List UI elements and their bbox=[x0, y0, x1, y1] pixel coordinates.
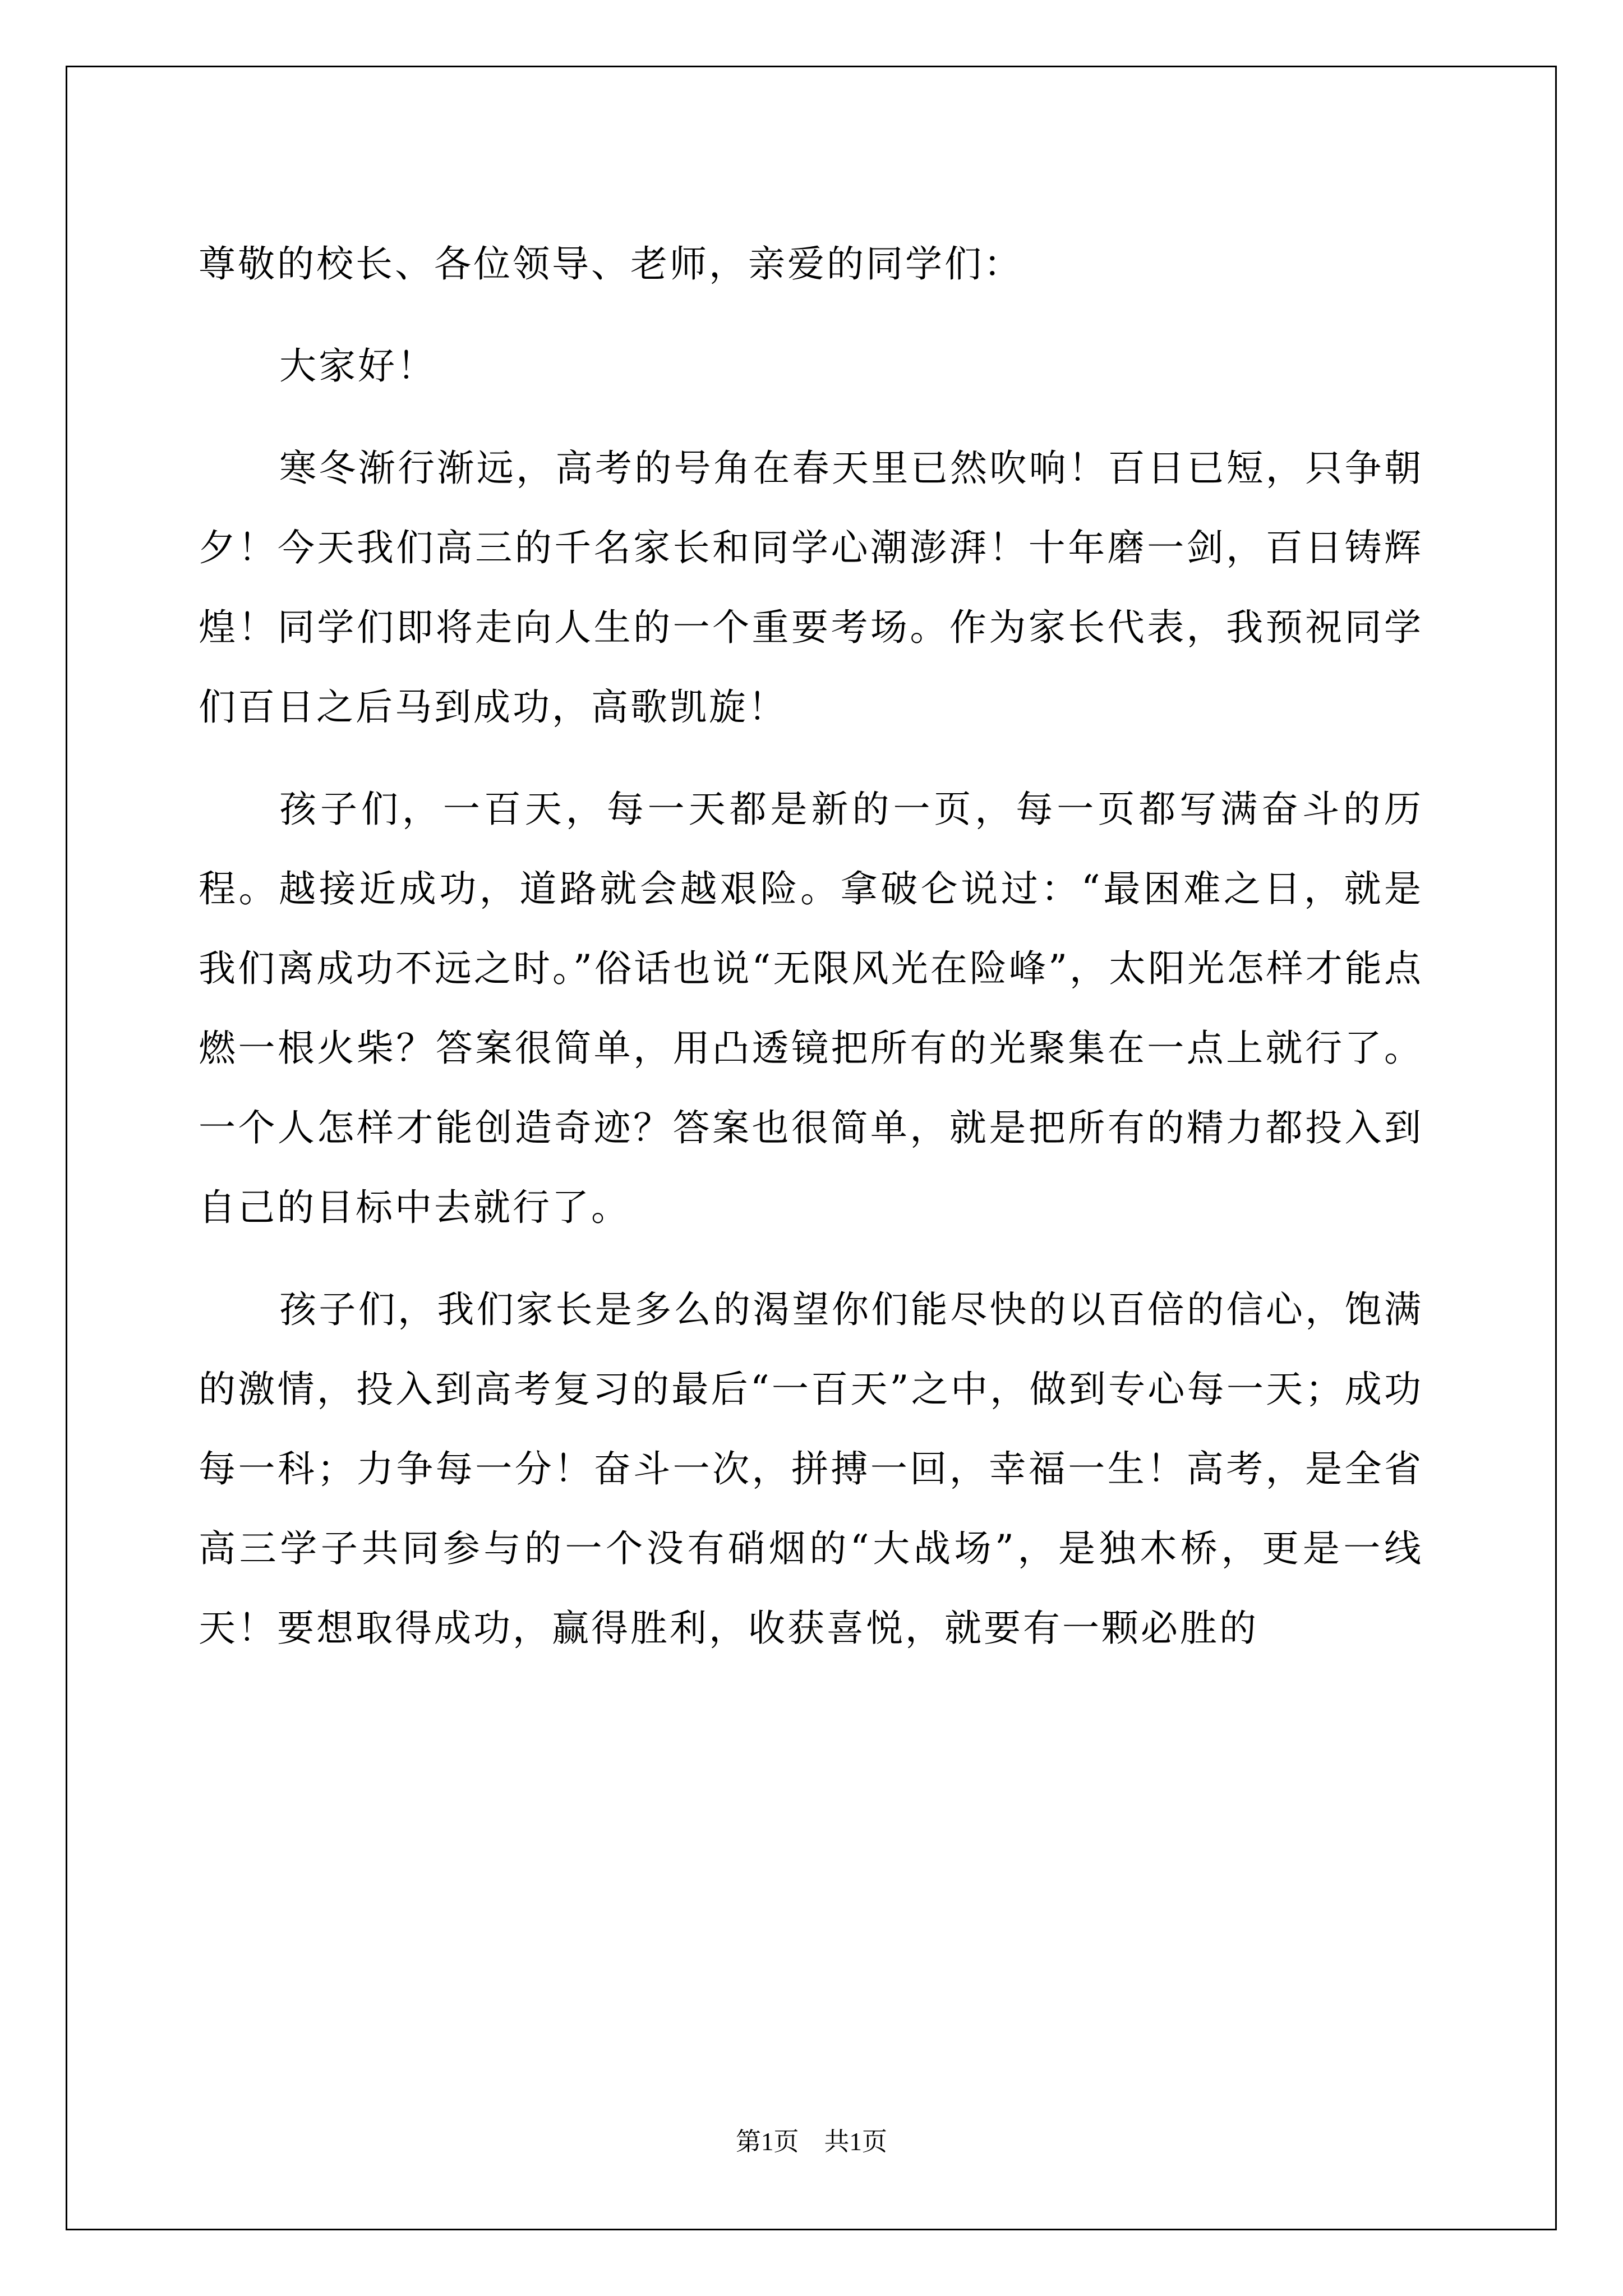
paragraph-2: 孩子们，一百天，每一天都是新的一页，每一页都写满奋斗的历程。越接近成功，道路就会越艰险。拿破仑说过：“最困难之日，就是我们离成功不远之时。”俗话也说“无限风光在险峰”，太阳光怎样才能点燃一根火柴？答案很简单，用凸透镜把所有的光聚集在一点上就行了。一个人怎样才能创造奇迹？答案也很简单，就是把所有的精力都投入到自己的目标中去就行了。 bbox=[199, 788, 1423, 1229]
document-body bbox=[199, 224, 1423, 1691]
greeting: 大家好！ bbox=[279, 344, 436, 388]
salutation: 尊敬的校长、各位领导、老师，亲爱的同学们： bbox=[199, 242, 1023, 286]
paragraph-1: 寒冬渐行渐远，高考的号角在春天里已然吹响！百日已短，只争朝夕！今天我们高三的千名家长和同学心潮澎湃！十年磨一剑，百日铸辉煌！同学们即将走向人生的一个重要考场。作为家长代表，我预祝同学们百日之后马到成功，高歌凯旋！ bbox=[199, 447, 1423, 729]
page-number-footer: 第1页 共1页 bbox=[735, 2128, 887, 2156]
paragraph-3: 孩子们，我们家长是多么的渴望你们能尽快的以百倍的信心，饱满的激情，投入到高考复习的最后“一百天”之中，做到专心每一天；成功每一科；力争每一分！奋斗一次，拼搏一回，幸福一生！高考，是全省高三学子共同参与的一个没有硝烟的“大战场”，是独木桥，更是一线天！要想取得成功，赢得胜利，收获喜悦，就要有一颗必胜的 bbox=[199, 1288, 1423, 1650]
